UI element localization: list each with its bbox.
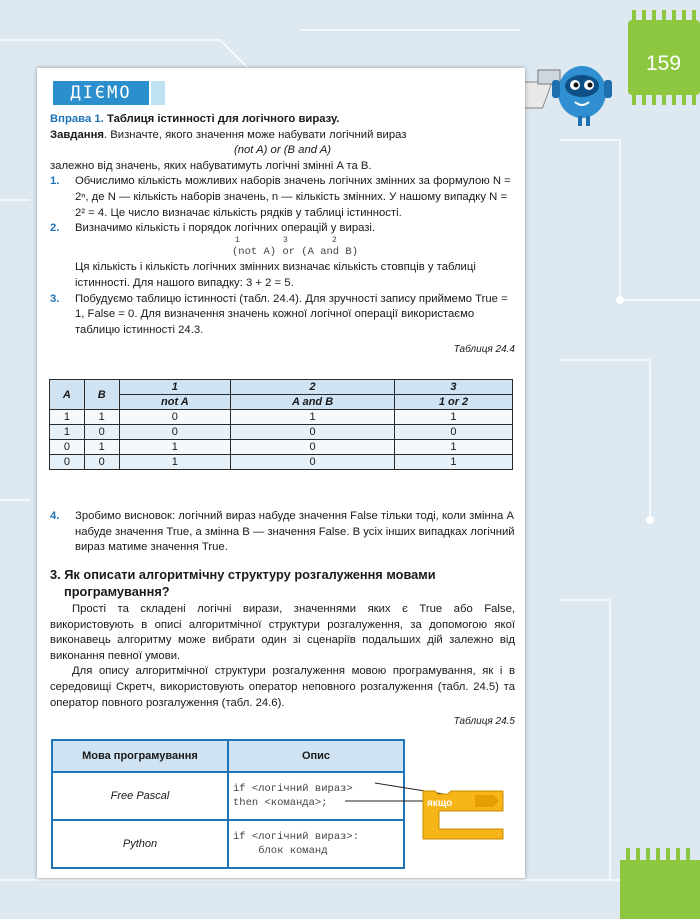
- step-number: 2.: [50, 222, 60, 235]
- cell: 0: [119, 425, 231, 440]
- truth-table: [49, 379, 513, 470]
- step-text: Побудуємо таблицю істинності (табл. 24.4). Для зручності запису приймемо True = 1, False = 0. Для визначення значень кожної логічної операції використаємо таблицю істинності 24.3.: [75, 292, 508, 336]
- cell: 0: [231, 425, 395, 440]
- cell: 1: [394, 410, 512, 425]
- op-number: 1: [235, 235, 240, 245]
- section-badge: ДІЄМО: [53, 81, 149, 105]
- cell: 0: [119, 410, 231, 425]
- code-line: if <логічний вираз>: [233, 783, 353, 795]
- scratch-if-block-icon: [335, 775, 515, 845]
- language-cell: Python: [52, 820, 228, 868]
- cell: 1: [84, 410, 119, 425]
- col-header-2: 2: [231, 380, 395, 395]
- task-text: . Визначте, якого значення може набувати логічний вираз: [104, 128, 407, 141]
- table-row: [50, 425, 513, 440]
- exercise-block: [50, 112, 515, 358]
- col-header-b: B: [84, 380, 119, 410]
- content-sheet: [37, 68, 525, 878]
- step-4: [50, 509, 515, 556]
- cell: 1: [84, 440, 119, 455]
- code-line: if <логічний вираз>:: [233, 831, 360, 843]
- operation-expression: (not A) or (A and B): [231, 245, 359, 258]
- step-text: Визначимо кількість і порядок логічних операцій у виразі.: [75, 222, 376, 235]
- step-2-after: Ця кількість і кількість логічних змінних визначає кількість стовпців у таблиці істинності. Для нашого випадку: 3 + 2 = 5.: [75, 261, 476, 289]
- code-line: then <команда>;: [233, 797, 328, 809]
- step-number: 3.: [50, 292, 60, 305]
- col-header-description: Опис: [228, 740, 404, 772]
- cell: 0: [231, 440, 395, 455]
- subheader: 1 or 2: [394, 395, 512, 410]
- cell: 1: [50, 425, 85, 440]
- subheader: A and B: [231, 395, 395, 410]
- step-number: 4.: [50, 510, 60, 522]
- table-row: [50, 440, 513, 455]
- col-header-a: A: [50, 380, 85, 410]
- page-number: 159: [646, 52, 682, 75]
- col-header-language: Мова програмування: [52, 740, 228, 772]
- table-24-5-caption: Таблиця 24.5: [453, 716, 515, 728]
- cell: 1: [50, 410, 85, 425]
- cell: 1: [394, 455, 512, 470]
- section-para-1: Прості та складені логічні вирази, значеннями яких є True або False, використовують в описі алгоритмічної структури розгалуження, за допомогою якої виконавець алгоритму може вибрати один зі сценаріїв подальших дій залежно від виконання певної умови.: [50, 603, 515, 662]
- subheader: not A: [119, 395, 231, 410]
- cell: 0: [50, 440, 85, 455]
- task-continuation: залежно від значень, яких набуватимуть логічні змінні A та B.: [50, 159, 372, 172]
- operation-order: [75, 237, 515, 245]
- step-2: [50, 221, 515, 291]
- cell: 1: [119, 455, 231, 470]
- language-cell: Free Pascal: [52, 772, 228, 820]
- task-label: Завдання: [50, 128, 104, 141]
- task-expression: (not A) or (B and A): [233, 144, 332, 157]
- step-text: Обчислимо кількість можливих наборів значень логічних змінних за формулою N = 2ⁿ, де N — кількість наборів значень, n — кількість змінних. У нашому випадку N = 2² = 4. Це число визначає кількість рядків у таблиці істинності.: [75, 175, 511, 219]
- table-24-4-caption: Таблиця 24.4: [453, 344, 515, 356]
- cell: 1: [231, 410, 395, 425]
- table-row: [50, 455, 513, 470]
- cell: 0: [231, 455, 395, 470]
- cell: 1: [394, 440, 512, 455]
- step-number: 1.: [50, 175, 60, 188]
- col-header-1: 1: [119, 380, 231, 395]
- cell: 0: [84, 455, 119, 470]
- scratch-block-label: якщо: [427, 798, 453, 809]
- cell: 0: [84, 425, 119, 440]
- cell: 0: [50, 455, 85, 470]
- exercise-number: Вправа 1.: [50, 113, 104, 125]
- col-header-3: 3: [394, 380, 512, 395]
- step-1: [50, 174, 515, 221]
- robot-mascot-icon: [520, 60, 620, 130]
- code-line: блок команд: [233, 845, 328, 857]
- exercise-title: Таблиця істинності для логічного виразу.: [106, 113, 340, 125]
- cell: 1: [119, 440, 231, 455]
- section-para-2: Для опису алгоритмічної структури розгалуження мовою програмування, як і в середовищі Скретч, використовують оператор неповного розгалуження (табл. 24.5) та оператор повного розгалуження (табл. 24.6).: [50, 665, 515, 709]
- section-3: [50, 566, 515, 730]
- op-number: 2: [332, 235, 337, 245]
- table-row: [50, 410, 513, 425]
- cell: 0: [394, 425, 512, 440]
- step-3: [50, 292, 515, 339]
- section-title: 3. Як описати алгоритмічну структуру розгалуження мовами програмування?: [50, 567, 436, 599]
- op-number: 3: [283, 235, 288, 245]
- step-text: Зробимо висновок: логічний вираз набуде значення False тільки тоді, коли змінна A набуде значення True, а змінна B — значення False. В усіх інших випадках логічний вираз матиме значення True.: [75, 510, 515, 554]
- conclusion-block: [50, 509, 515, 556]
